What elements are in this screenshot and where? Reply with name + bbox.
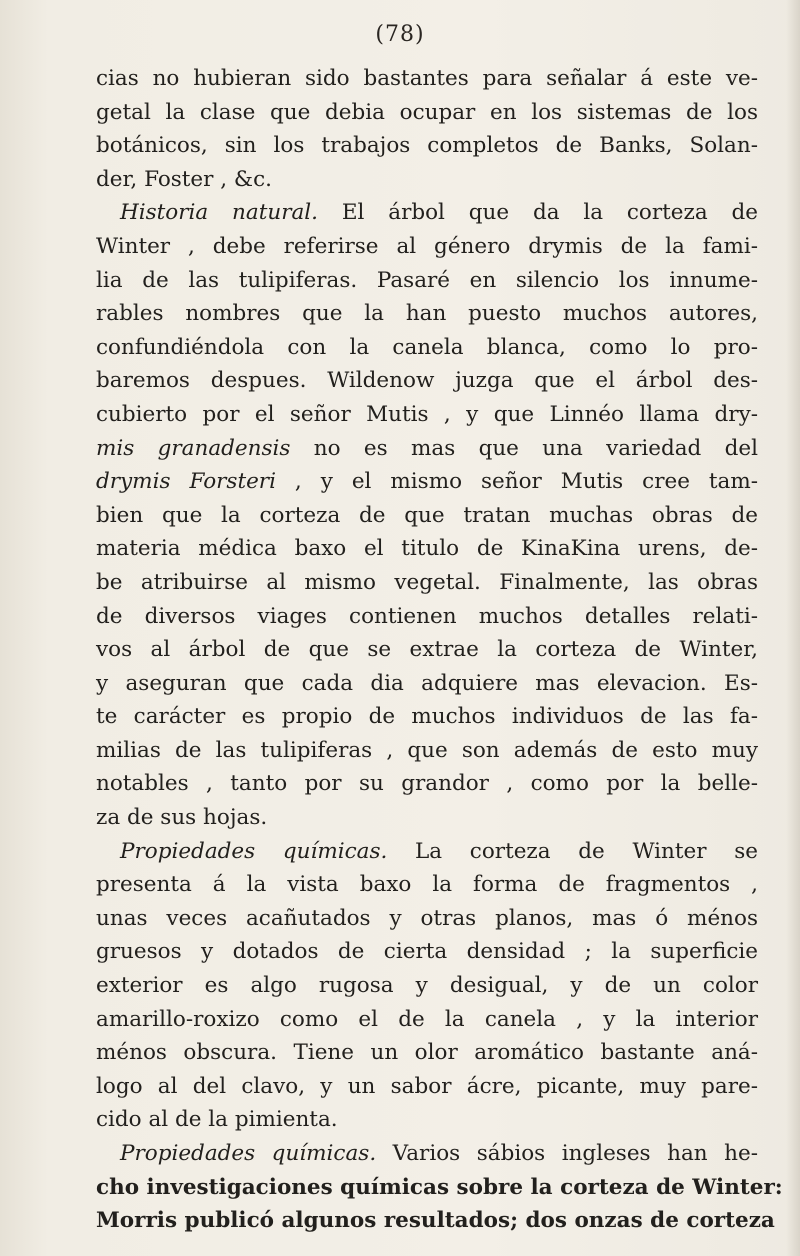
text-line (96, 700, 758, 734)
text-line (96, 297, 758, 331)
text-line (96, 465, 758, 499)
body-text (96, 62, 783, 1238)
page-edge-shadow (786, 0, 800, 1256)
text-line (96, 566, 758, 600)
line-text: amarillo-roxizo como el de la canela , y la interior (96, 1006, 758, 1032)
text-line (96, 801, 758, 835)
line-text: confundiéndola con la canela blanca, como lo pro- (96, 334, 758, 360)
text-line (96, 196, 758, 230)
line-text: de diversos viages contienen muchos detalles relati- (96, 603, 758, 629)
line-text: , y el mismo señor Mutis cree tam- (275, 469, 758, 495)
text-line (96, 767, 758, 801)
line-text: La corteza de Winter se (387, 838, 758, 864)
line-text: bien que la corteza de que tratan muchas obras de (96, 502, 758, 528)
italic-heading: Propiedades químicas. (120, 1141, 377, 1166)
line-text: baremos despues. Wildenow juzga que el árbol des- (96, 368, 758, 394)
text-line (96, 264, 758, 298)
line-text: cubierto por el señor Mutis , y que Linnéo llama dry- (96, 401, 758, 427)
italic-heading: drymis Forsteri (96, 469, 276, 495)
line-text: der, Foster , &c. (96, 166, 272, 192)
text-line (96, 868, 758, 902)
text-line (96, 600, 758, 634)
line-text: gruesos y dotados de cierta densidad ; la superficie (96, 939, 758, 965)
italic-heading: mis granadensis (96, 435, 291, 461)
line-text: milias de las tulipiferas , que son además de esto muy (96, 737, 758, 763)
text-line (96, 1036, 758, 1070)
text-line (96, 129, 758, 163)
text-line (96, 1070, 758, 1104)
line-text: El árbol que da la corteza de (318, 200, 758, 226)
line-text: cias no hubieran sido bastantes para señalar á este ve- (96, 66, 758, 91)
text-line (96, 432, 758, 466)
line-text: unas veces acañutados y otras planos, mas ó ménos (96, 905, 758, 931)
line-text: vos al árbol de que se extrae la corteza de Winter, (96, 637, 758, 663)
text-line (96, 62, 758, 96)
text-line (96, 499, 758, 533)
line-text: cido al de la pimienta. (96, 1107, 338, 1133)
text-line (96, 532, 758, 566)
line-text: logo al del clavo, y un sabor ácre, picante, muy pare- (96, 1073, 758, 1099)
text-line (96, 398, 758, 432)
line-text: te carácter es propio de muchos individuos de las fa- (96, 704, 758, 730)
text-line (96, 935, 758, 969)
text-line (96, 1103, 758, 1137)
text-line (96, 1003, 758, 1037)
page-number: (78) (375, 22, 425, 47)
line-text: ménos obscura. Tiene un olor aromático bastante aná- (96, 1040, 758, 1066)
line-text: Winter , debe referirse al género drymis de la fami- (96, 233, 758, 259)
line-text: Varios sábios ingleses han he- (376, 1141, 758, 1166)
italic-heading: Historia natural. (120, 200, 319, 226)
text-line (96, 331, 758, 365)
line-text: rables nombres que la han puesto muchos autores, (96, 301, 758, 327)
text-line (96, 667, 758, 701)
text-line (96, 633, 758, 667)
text-line (96, 1204, 775, 1238)
italic-heading: Propiedades químicas. (120, 838, 388, 864)
line-text: presenta á la vista baxo la forma de fragmentos , (96, 872, 758, 898)
line-text: be atribuirse al mismo vegetal. Finalmente, las obras (96, 569, 758, 595)
line-text: exterior es algo rugosa y desigual, y de un color (96, 973, 758, 999)
text-line (96, 163, 758, 197)
text-line (96, 96, 758, 130)
line-text: Morris publicó algunos resultados; dos onzas de corteza (96, 1208, 775, 1234)
text-line (96, 1171, 783, 1205)
line-text: botánicos, sin los trabajos completos de Banks, Solan- (96, 133, 758, 159)
line-text: no es mas que una variedad del (290, 435, 758, 461)
text-line (96, 1137, 758, 1171)
line-text: notables , tanto por su grandor , como por la belle- (96, 771, 758, 797)
text-line (96, 364, 758, 398)
line-text: za de sus hojas. (96, 805, 268, 831)
line-text: cho investigaciones químicas sobre la corteza de Winter: (96, 1174, 783, 1200)
text-line (96, 969, 758, 1003)
text-line (96, 734, 758, 768)
text-line (96, 902, 758, 936)
text-line (96, 230, 758, 264)
line-text: getal la clase que debia ocupar en los sistemas de los (96, 99, 758, 125)
line-text: materia médica baxo el titulo de KinaKina urens, de- (96, 536, 758, 562)
text-line (96, 835, 758, 869)
line-text: lia de las tulipiferas. Pasaré en silencio los innume- (96, 267, 758, 293)
line-text: y aseguran que cada dia adquiere mas elevacion. Es- (96, 670, 758, 696)
